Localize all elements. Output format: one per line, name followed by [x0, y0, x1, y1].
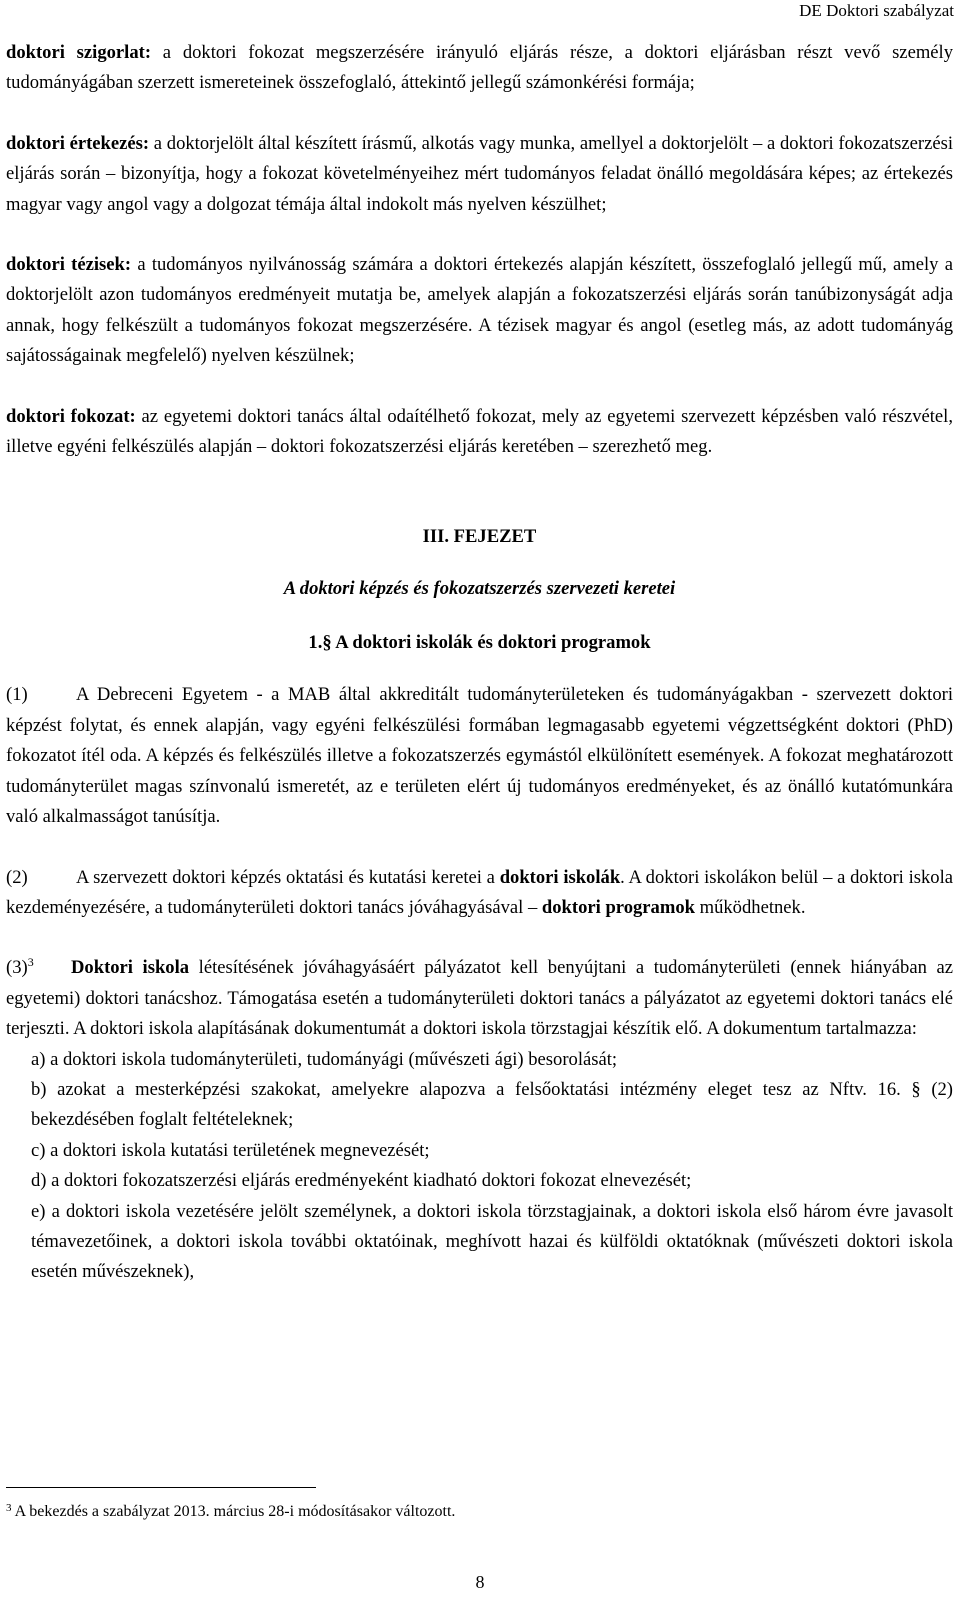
document-page	[6, 0, 954, 1613]
paragraph-text: A szervezett doktori képzés oktatási és kutatási keretei a	[76, 866, 500, 888]
content-list	[6, 1045, 953, 1288]
list-item: d) a doktori fokozatszerzési eljárás eredményeként kiadható doktori fokozat elnevezését;	[31, 1170, 692, 1192]
definition-text: az egyetemi doktori tanács által odaítélhető fokozat, mely az egyetemi szervezett képzésben való részvétel, illetve egyéni felkészülés alapján – doktori fokozatszerzési eljárás keretében – szerezhető meg.	[6, 405, 953, 458]
paragraph-3	[6, 953, 953, 1044]
definition-doktori-ertekezes	[6, 129, 953, 220]
definition-doktori-szigorlat	[6, 38, 953, 99]
section-symbol: §	[322, 632, 332, 654]
section-title: A doktori iskolák és doktori programok	[335, 632, 651, 654]
footnote-number: 3	[6, 1502, 12, 1514]
list-item: c) a doktori iskola kutatási területének megnevezését;	[31, 1139, 430, 1161]
paragraph-text: működhetnek.	[694, 896, 806, 918]
definition-term: doktori fokozat:	[6, 405, 136, 427]
paragraph-text: létesítésének jóváhagyásáért pályázatot kell benyújtani a tudományterületi (ennek hiányában az egyetemi) doktori tanácshoz. Támogatása esetén a tudományterületi doktori tanács a pályázatot az egyetemi doktori tanács elé terjeszti. A doktori iskola alapításának dokumentumát a doktori iskola törzstagjai készítik elő. A dokumentum tartalmazza:	[6, 957, 954, 1040]
list-item: b) azokat a mesterképzési szakokat, amelyekre alapozva a felsőoktatási intézmény eleget tesz az Nftv. 16. § (2) bekezdésében foglalt feltételeknek;	[31, 1078, 953, 1131]
chapter-title: A doktori képzés és fokozatszerzés szervezeti keretei	[283, 578, 676, 600]
page-body	[6, 38, 953, 1288]
definition-doktori-tezisek	[6, 250, 953, 372]
paragraph-number: (2)	[6, 866, 28, 888]
paragraph-text: A Debreceni Egyetem - a MAB által akkreditált tudományterületeken és tudományágakban - szervezett doktori képzést folytat, és ennek alapján, vagy egyéni felkészülési formában legmagasabb egyetemi végzettségként doktori (PhD) fokozatot ítél oda. A képzés és felkészülés illetve a fokozatszerzés egymástól elkülönített események. A fokozat meghatározott tudományterület magas színvonalú ismeretét, az e területen elért új tudományos eredményeket, és az önálló kutatómunkára való alkalmasságot tanúsítja.	[6, 684, 953, 828]
paragraph-1	[6, 680, 953, 832]
bold-term-doktori-iskola: Doktori iskola	[71, 957, 190, 979]
definition-doktori-fokozat	[6, 402, 953, 463]
definition-text: a doktori fokozat megszerzésére irányuló eljárás része, a doktori eljárásban részt vevő személy tudományágában szerzett ismereteinek összefoglaló, áttekintő jellegű számonkérési formája;	[6, 42, 953, 94]
definition-text: a doktorjelölt által készített írásmű, alkotás vagy munka, amellyel a doktorjelölt – a doktori fokozatszerzési eljárás során – bizonyítja, hogy a fokozat követelményeihez mért tudományos feladat önálló megoldására képes; az értekezés magyar vagy angol vagy a dolgozat témája által indokolt más nyelven készülhet;	[6, 132, 954, 215]
list-item: e) a doktori iskola vezetésére jelölt személynek, a doktori iskola törzstagjainak, a doktori iskola első három évre javasolt témavezetőinek, a doktori iskola további oktatóinak, meghívott hazai és külföldi oktatóknak (művészeti doktori iskola esetén művészeknek),	[31, 1200, 953, 1283]
list-item: a) a doktori iskola tudományterületi, tudományági (művészeti ági) besorolását;	[31, 1048, 618, 1070]
footnote-text: A bekezdés a szabályzat 2013. március 28-i módosításakor változott.	[14, 1503, 456, 1520]
footnote-reference[interactable]: 3	[27, 955, 34, 970]
paragraph-number-text: (3)	[6, 957, 28, 979]
definition-term: doktori tézisek:	[6, 254, 132, 276]
chapter-heading: III. FEJEZET	[422, 526, 537, 548]
section-heading	[6, 626, 953, 660]
bold-term-doktori-iskolak: doktori iskolák	[499, 866, 621, 888]
definition-text: a tudományos nyilvánosság számára a doktori értekezés alapján készített, összefoglaló jellegű mű, amely a doktorjelölt azon tudományos eredményeit mutatja be, amelyek alapján a fokozatszerzési eljárás során tanúbizonyságát adja annak, hogy felkészült a tudományos fokozat megszerzésére. A tézisek magyar és angol (esetleg más, az adott tudományág sajátosságainak megfelelő) nyelven készülnek;	[6, 254, 953, 367]
paragraph-number: (1)	[6, 684, 28, 706]
paragraph-number	[6, 953, 71, 983]
running-header: DE Doktori szabályzat	[799, 1, 954, 20]
footnote	[6, 1502, 455, 1522]
definition-term: doktori szigorlat:	[6, 42, 152, 63]
footnote-divider	[6, 1487, 316, 1488]
bold-term-doktori-programok: doktori programok	[541, 896, 695, 918]
definition-term: doktori értekezés:	[6, 132, 150, 154]
paragraph-text: . A doktori iskolákon belül – a doktori iskola kezdeményezésére, a tudományterületi doktori tanács jóváhagyásával –	[6, 866, 953, 918]
paragraph-2	[6, 863, 953, 924]
page-number: 8	[475, 1572, 485, 1592]
section-number: 1.	[308, 632, 323, 654]
